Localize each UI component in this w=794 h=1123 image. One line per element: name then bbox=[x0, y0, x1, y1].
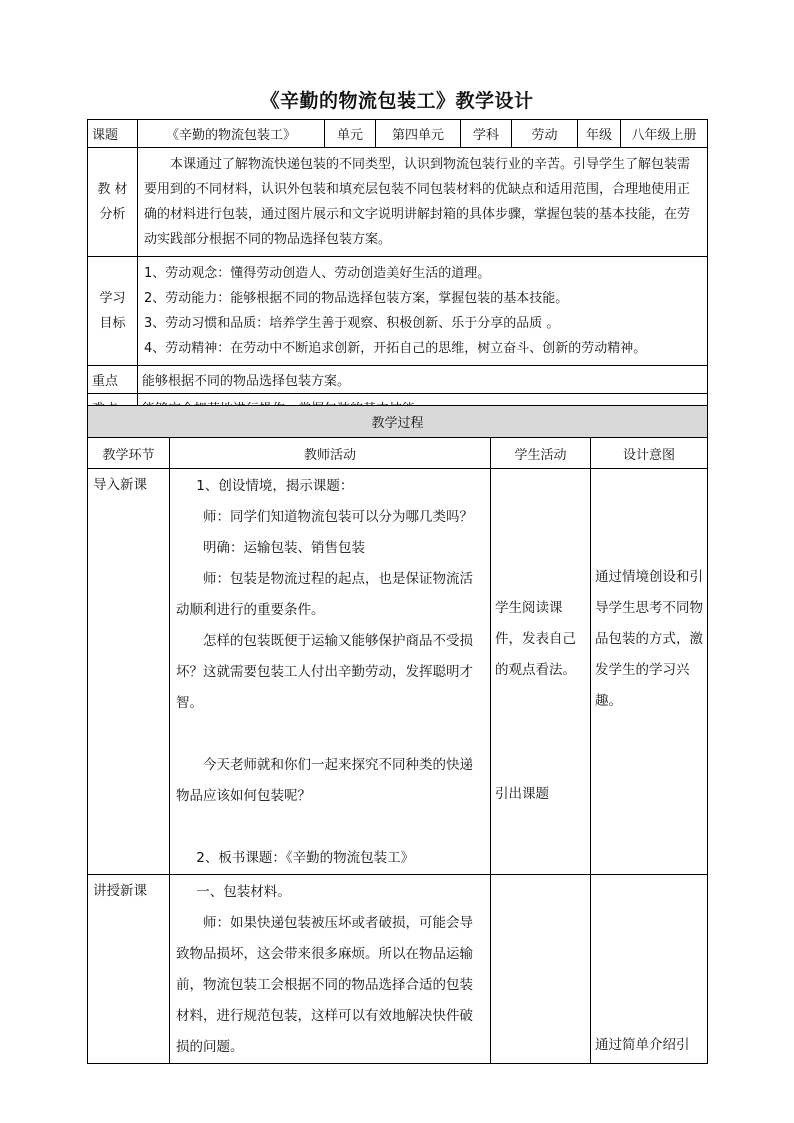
goal-item: 1、劳动观念：懂得劳动创造人、劳动创造美好生活的道理。 bbox=[144, 266, 491, 281]
teacher-line: 今天老师就和你们一起来探究不同种类的快递物品应该如何包装呢？ bbox=[176, 757, 473, 804]
student-line: 学生阅读课件，发表自己的观点看法。 bbox=[495, 600, 576, 678]
student-line: 引出课题 bbox=[495, 786, 549, 802]
teacher-line: 1、创设情境，揭示课题： bbox=[196, 478, 354, 494]
goal-item: 3、劳动习惯和品质：培养学生善于观察、积极创新、乐于分享的品质 。 bbox=[144, 316, 560, 331]
topic-label: 课题 bbox=[88, 120, 138, 148]
key-point-label: 重点 bbox=[88, 366, 138, 394]
goal-item: 4、劳动精神：在劳动中不断追求创新，开拓自己的思维，树立奋斗、创新的劳动精神。 bbox=[144, 341, 647, 356]
teacher-line: 师：同学们知道物流包装可以分为哪几类吗？ bbox=[203, 509, 473, 525]
analysis-label: 教 材 分析 bbox=[88, 148, 138, 257]
grade-label: 年级 bbox=[578, 120, 621, 148]
teacher-line: 师：如果快递包装被压坏或者破损，可能会导致物品损坏，这会带来很多麻烦。所以在物品运输前，物流包装工会根据不同的物品选择合适的包装材料，进行规范包装，这样可以有效地解决快件破损的问题。 bbox=[176, 915, 473, 1055]
col-teacher: 教师活动 bbox=[170, 438, 491, 469]
unit-label: 单元 bbox=[325, 120, 376, 148]
subject-label: 学科 bbox=[461, 120, 512, 148]
goals-label: 学习 目标 bbox=[88, 257, 138, 366]
student-activity-cell bbox=[491, 875, 591, 1064]
teacher-line: 一、包装材料。 bbox=[196, 884, 291, 900]
column-header-row bbox=[88, 438, 708, 469]
process-table bbox=[87, 405, 708, 1064]
stage-cell: 导入新课 bbox=[88, 469, 170, 875]
col-student: 学生活动 bbox=[491, 438, 591, 469]
analysis-row bbox=[88, 148, 708, 257]
design-intent-cell: 通过情境创设和引导学生思考不同物品包装的方式，激发学生的学习兴趣。 bbox=[591, 469, 708, 875]
col-stage: 教学环节 bbox=[88, 438, 170, 469]
process-header: 教学过程 bbox=[88, 406, 708, 438]
goals-row bbox=[88, 257, 708, 366]
stage-cell: 讲授新课 bbox=[88, 875, 170, 1064]
teacher-activity-cell bbox=[170, 469, 491, 875]
analysis-text: 本课通过了解物流快递包装的不同类型，认识到物流包装行业的辛苦。引导学生了解包装需要用到的不同材料，认识外包装和填充层包装不同包装材料的优缺点和适用范围，合理地使用正确的材料进行包装，通过图片展示和文字说明讲解封箱的具体步骤，掌握包装的基本技能，在劳动实践部分根据不同的物品选择包装方案。 bbox=[138, 148, 708, 257]
goals-list bbox=[138, 257, 708, 366]
unit-value: 第四单元 bbox=[376, 120, 461, 148]
table-row bbox=[88, 875, 708, 1064]
page-title: 《辛勤的物流包装工》教学设计 bbox=[260, 90, 534, 112]
goal-item: 2、劳动能力：能够根据不同的物品选择包装方案，掌握包装的基本技能。 bbox=[144, 291, 569, 306]
student-activity-cell bbox=[491, 469, 591, 875]
table-row bbox=[88, 469, 708, 875]
col-intent: 设计意图 bbox=[591, 438, 708, 469]
grade-value: 八年级上册 bbox=[621, 120, 708, 148]
teacher-line: 师：包装是物流过程的起点，也是保证物流活动顺利进行的重要条件。 bbox=[176, 571, 473, 618]
teacher-activity-cell bbox=[170, 875, 491, 1064]
lesson-info-table bbox=[87, 119, 708, 422]
info-row bbox=[88, 120, 708, 148]
topic-value: 《辛勤的物流包装工》 bbox=[138, 120, 325, 148]
design-intent-cell: 通过简单介绍引 bbox=[591, 875, 708, 1064]
key-point-text: 能够根据不同的物品选择包装方案。 bbox=[138, 366, 708, 394]
teacher-line: 2、板书课题：《辛勤的物流包装工》 bbox=[196, 850, 415, 866]
subject-value: 劳动 bbox=[512, 120, 578, 148]
key-point-row bbox=[88, 366, 708, 394]
teacher-line: 明确：运输包装、销售包装 bbox=[203, 540, 365, 556]
teacher-line: 怎样的包装既便于运输又能够保护商品不受损坏？这就需要包装工人付出辛勤劳动，发挥聪明才智。 bbox=[176, 633, 473, 711]
